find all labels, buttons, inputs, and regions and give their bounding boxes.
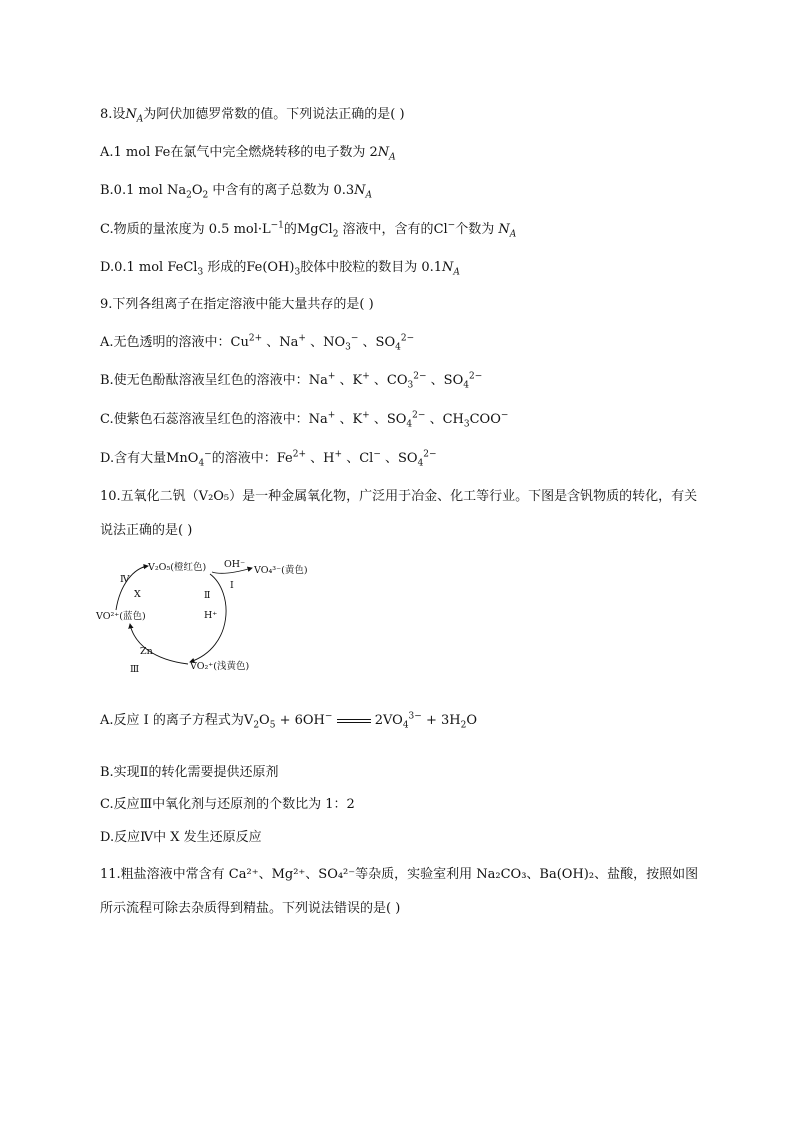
label-r4: Ⅳ [120,574,130,585]
q9-a-pre: A.无色透明的溶液中： [100,335,231,350]
q8-b-pre: B.0.1 mol [100,183,167,198]
q8-option-b [100,182,372,200]
q9-d-mid: 的溶液中： [211,451,277,466]
label-r2: Ⅱ [204,590,211,601]
q9-b-pre: B.使无色酚酞溶液呈红色的溶液中： [100,373,309,388]
q10-a-equation: $V_2O_5 + 6OH^-$ $2VO_4^{3-} + 3H_2O$ [243,711,477,731]
q9-c-pre: C.使紫色石蕊溶液呈红色的溶液中： [100,412,309,427]
formula-fecl3: FeCl$_3$ [167,260,204,278]
label-vo2p: VO²⁺(蓝色) [96,611,146,622]
na-symbol: $N_A$ [377,145,396,163]
q8-option-a [100,144,396,162]
q10-a-pre: A.反应 I 的离子方程式为 [100,713,244,728]
formula-na2o2: $Na_2O_2$ [166,183,209,201]
label-oh: OH⁻ [224,559,246,570]
arrow-reaction-4 [116,566,148,610]
q9-option-c [100,411,508,429]
q8-stem [100,106,405,124]
q9-d-pre: D.含有大量 [100,451,167,466]
q10-option-d: D.反应Ⅳ中 X 发生还原反应 [100,830,262,845]
q9-d-ions: $Fe^{2+}$ 、H+ 、Cl− 、$SO_4^{2-}$ [276,449,437,469]
formula-feoh3: $Fe(OH)_3$ [246,260,301,278]
q8-c-unit: mol·L [233,222,271,237]
q9-option-d [100,450,437,468]
label-v2o5: V₂O₅(橙红色) [148,562,207,573]
q9-option-b [100,372,482,390]
formula-cl-ion: Cl− [433,220,456,237]
formula-mgcl2: MgCl$_2$ [296,222,339,240]
q8-stem-pre: 8.设 [100,107,126,122]
vanadium-conversion-diagram [94,552,324,682]
q8-d-post: 胶体中胶粒的数目为 0.1 [300,260,443,275]
arrow-reaction-3 [130,624,188,664]
q8-d-pre: D.0.1 mol [100,260,168,275]
q11-stem: 11.粗盐溶液中常含有 Ca²⁺、Mg²⁺、SO₄²⁻等杂质，实验室利用 Na₂CO₃、Ba(OH)₂、盐酸，按照如图所示流程可除去杂质得到精盐。下列说法错误的是( ) [100,867,699,916]
q10-option-b: B.实现Ⅱ的转化需要提供还原剂 [100,765,279,780]
q8-option-d [100,259,460,277]
label-r3: Ⅲ [130,664,140,675]
na-symbol: $N_A$ [498,222,517,240]
q9-option-a [100,334,414,352]
label-vo4: VO₄³⁻(黄色) [254,565,308,576]
label-h: H⁺ [204,610,218,621]
na-symbol: $N_A$ [354,183,373,201]
na-symbol: $N_A$ [125,107,144,125]
q9-c-ions: Na+ 、K+ 、$SO_4^{2-}$ 、$CH_3COO^-$ [308,410,509,430]
q8-c-mid2: 溶液中，含有的 [338,222,434,237]
q8-c-mid: 的 [283,222,297,237]
label-r1: Ⅰ [230,580,234,591]
q10-option-c: C.反应Ⅲ中氧化剂与还原剂的个数比为 1：2 [100,797,355,812]
q10-stem: 10.五氧化二钒（V₂O₅）是一种金属氧化物，广泛用于冶金、化工等行业。下图是含钒物质的转化，有关说法正确的是( ) [100,489,698,538]
q8-d-mid: 形成的 [203,260,247,275]
label-vo2plus: VO₂⁺(浅黄色) [190,661,250,672]
na-symbol: $N_A$ [442,260,460,278]
q8-a-text: A.1 mol Fe在氯气中完全燃烧转移的电子数为 2 [100,145,378,160]
q9-stem: 9.下列各组离子在指定溶液中能大量共存的是( ) [100,297,374,312]
formula-mno4: MnO$_4$− [166,449,212,469]
q8-option-c: C.物质的量浓度为 0.5 $mol\cdot L^{-1}$的MgCl$_2$ 溶液中，含有的Cl−个数为 $N_A$ [100,220,517,240]
label-zn: Zn [140,646,153,657]
q9-b-ions: Na+ 、K+ 、$CO_3^{2-}$ 、$SO_4^{2-}$ [308,371,483,391]
q8-b-mid: 中含有的离子总数为 0.3 [208,183,355,198]
q8-c-pre: C.物质的量浓度为 0.5 [100,222,234,237]
label-x: X [134,589,141,600]
q10-option-a [100,712,477,730]
q9-a-ions: $Cu^{2+}$ 、Na+ 、$NO_3^-$ 、$SO_4^{2-}$ [230,333,415,353]
q8-stem-post: 为阿伏加德罗常数的值。下列说法正确的是( ) [143,107,405,122]
q8-c-post: 个数为 [455,222,499,237]
